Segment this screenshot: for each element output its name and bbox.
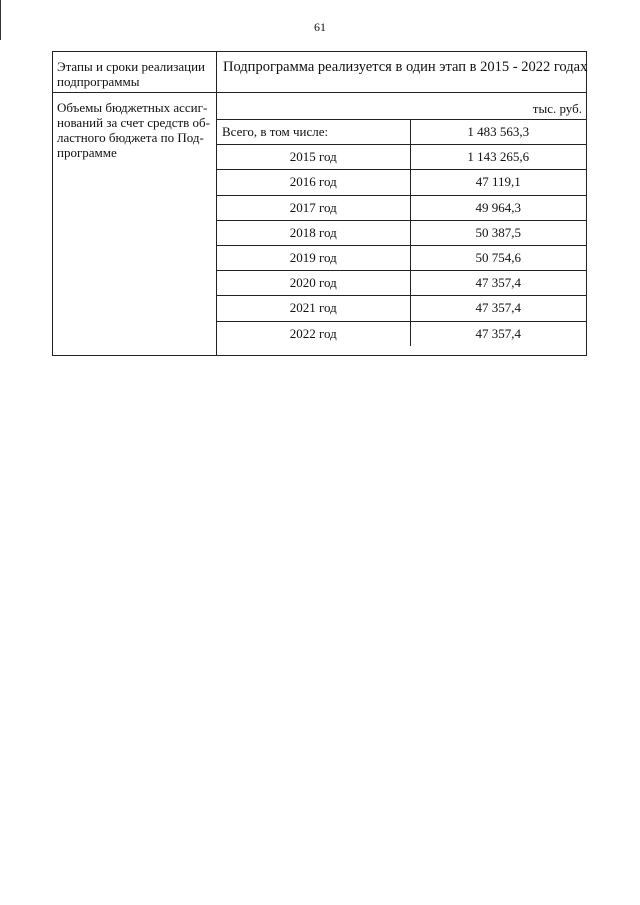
- stages-label: Этапы и сроки реализации подпрограммы: [57, 59, 205, 89]
- period-cell: 2015 год: [217, 145, 410, 170]
- table-row: [217, 170, 586, 195]
- amount-cell: 49 964,3: [410, 195, 586, 220]
- budget-label: Объемы бюджетных ассиг-нований за счет средств об-ластного бюджета по Под-программе: [57, 100, 210, 160]
- amount-cell: 47 357,4: [410, 321, 586, 346]
- amount-cell: 47 357,4: [410, 271, 586, 296]
- stages-value: Подпрограмма реализуется в один этап в 2015 - 2022 годах: [223, 59, 588, 75]
- table-row: [217, 120, 586, 145]
- program-table: [52, 51, 587, 356]
- period-cell: 2017 год: [217, 195, 410, 220]
- period-cell: 2021 год: [217, 296, 410, 321]
- period-cell: 2022 год: [217, 321, 410, 346]
- amount-cell: 47 119,1: [410, 170, 586, 195]
- amount-cell: 47 357,4: [410, 296, 586, 321]
- table-row: [217, 220, 586, 245]
- amount-cell: 1 143 265,6: [410, 145, 586, 170]
- row-divider: [53, 92, 586, 93]
- amount-cell: 50 754,6: [410, 245, 586, 270]
- amount-cell: 1 483 563,3: [410, 120, 586, 145]
- table-row: [217, 145, 586, 170]
- table-row: [217, 271, 586, 296]
- currency-unit: тыс. руб.: [532, 101, 582, 116]
- table-row: [217, 245, 586, 270]
- period-cell: 2020 год: [217, 271, 410, 296]
- period-cell: 2019 год: [217, 245, 410, 270]
- table-row: [217, 195, 586, 220]
- table-row: [217, 321, 586, 346]
- budget-table: [217, 119, 586, 346]
- period-cell: 2016 год: [217, 170, 410, 195]
- page-number: 61: [314, 20, 326, 34]
- period-cell: 2018 год: [217, 220, 410, 245]
- amount-cell: 50 387,5: [410, 220, 586, 245]
- period-cell: Всего, в том числе:: [217, 120, 410, 145]
- table-row: [217, 296, 586, 321]
